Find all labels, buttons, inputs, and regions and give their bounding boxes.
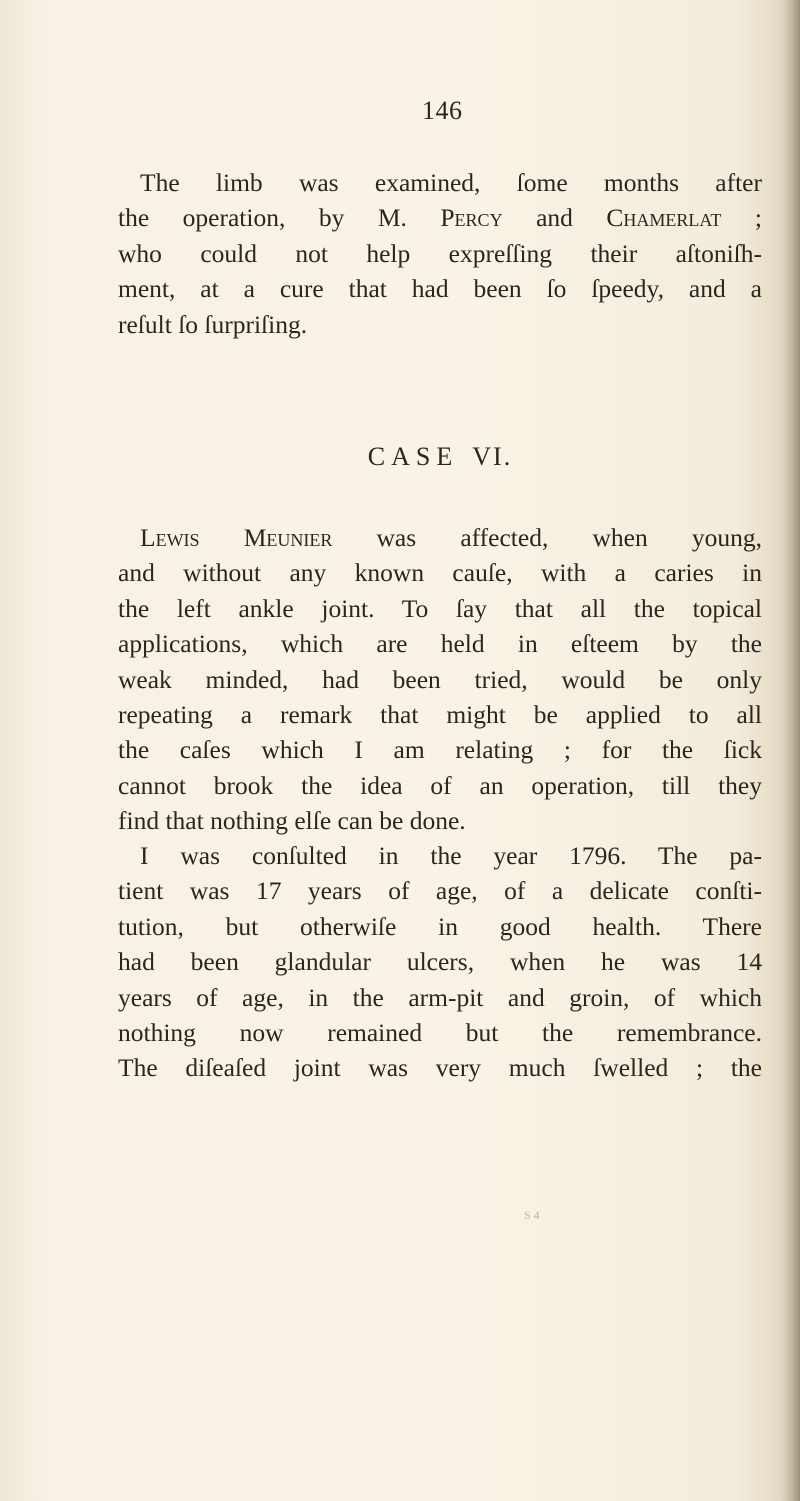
text-line: The diſeaſed joint was very much ſwelled ; the bbox=[118, 1053, 762, 1083]
text-line: the left ankle joint. To ſay that all the topical bbox=[118, 593, 762, 623]
text-line: who could not help expreſſing their aſtoniſh- bbox=[118, 238, 762, 268]
paragraph-lewis-meunier bbox=[118, 520, 762, 839]
text-line: weak minded, had been tried, would be only bbox=[118, 664, 762, 694]
text-line: I was conſulted in the year 1796. The pa- bbox=[140, 841, 762, 870]
text-line: tution, but otherwiſe in good health. There bbox=[118, 911, 762, 941]
case-heading-number: VI. bbox=[472, 442, 513, 471]
case-heading-label: CASE bbox=[367, 442, 459, 471]
page-edge-shadow bbox=[782, 0, 800, 1501]
signature-mark: S 4 bbox=[524, 1208, 540, 1222]
case-heading bbox=[118, 442, 762, 472]
paragraph-limb-examined bbox=[118, 165, 762, 342]
text-line: The limb was examined, ſome months after bbox=[140, 168, 762, 197]
text-line: had been glandular ulcers, when he was 14 bbox=[118, 947, 762, 977]
page-number: 146 bbox=[422, 96, 463, 125]
text-line: Lewis Meunier was affected, when young, bbox=[140, 523, 762, 552]
text-line: applications, which are held in eſteem by the bbox=[118, 629, 762, 659]
text-line: the caſes which I am relating ; for the ſick bbox=[118, 735, 762, 765]
text-line: years of age, in the arm-pit and groin, of which bbox=[118, 982, 762, 1012]
text-line: tient was 17 years of age, of a delicate conſti- bbox=[118, 876, 762, 906]
text-line: and without any known cauſe, with a caries in bbox=[118, 558, 762, 588]
text-line: reſult ſo ſurpriſing. bbox=[118, 309, 308, 339]
text-line: the operation, by M. Percy and Chamerlat ; bbox=[118, 203, 763, 233]
text-line: ment, at a cure that had been ſo ſpeedy, and a bbox=[118, 274, 762, 304]
text-line: nothing now remained but the remembrance. bbox=[118, 1018, 762, 1048]
text-line: find that nothing elſe can be done. bbox=[118, 806, 466, 836]
text-line: cannot brook the idea of an operation, till they bbox=[118, 770, 762, 800]
paragraph-consulted-1796 bbox=[118, 838, 762, 1086]
text-line: repeating a remark that might be applied to all bbox=[118, 700, 762, 730]
